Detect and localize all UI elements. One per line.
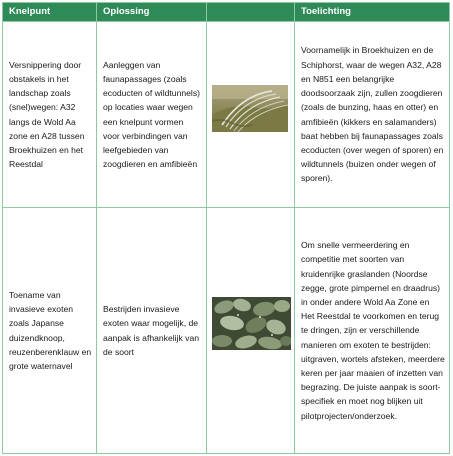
cell-text: Aanleggen van faunapassages (zoals ecoducten of wildtunnels) op locaties waar wegen een knelpunt vormen voor verbindingen van leefgebieden van zoogdieren en amfibieën [103,59,200,170]
column-divider [206,3,207,453]
table-header-row [3,3,449,21]
cell-text: Om snelle vermeerdering en competitie met soorten van kruidenrijke graslanden (Noordse zegge, grote pimpernel en draadrus) in onder andere Wold Aa Zone en Het Reestdal te voorkomen en terug te dringen, zijn er verschillende manieren om exoten te bestrijden: uitgraven, wortels afsteken, meerdere keren per jaar maaien of inzetten van begrazing. De juiste aanpak is soort-specifiek en moet nog blijken uit pilotprojecten/onderzoek. [301,240,445,421]
cell-text: Versnippering door obstakels in het landschap zoals (snel)wegen: A32 langs de Wold Aa zone en A28 tussen Broekhuizen en het Reestdal [9,59,85,170]
header-toelichting: Toelichting [301,6,351,17]
cell-text: Bestrijden invasieve exoten waar mogelijk, de aanpak is afhankelijk van de soort [103,304,200,357]
header-image [207,3,295,21]
grass-wildlife-crossing-photo [212,85,288,132]
table-row-2-toelichting [295,208,449,453]
header-oplossing: Oplossing [103,6,150,17]
header-knelpunt: Knelpunt [9,6,51,17]
table-row-2-knelpunt [3,208,96,453]
measures-table [2,2,450,454]
table-row-1-toelichting [295,22,449,207]
invasive-plant-leaves-photo [212,297,291,350]
table-row-2-oplossing [97,208,206,453]
table-row-1-oplossing [97,22,206,207]
cell-text: Toename van invasieve exoten zoals Japanse duizendknoop, reuzenberenklauw en grote waternavel [9,289,92,371]
cell-text: Voornamelijk in Broekhuizen en de Schiphorst, waar de wegen A32, A28 en N851 een belangrijke doodsoorzaak zijn, zullen zoogdieren (zoals de bunzing, haas en otter) en amfibieën (kikkers en salamanders) baat hebben bij faunapassages zoals ecoducten (over wegen of sporen) en wildtunnels (buizen onder wegen of sporen). [301,45,444,184]
table-row-1-knelpunt [3,22,96,207]
